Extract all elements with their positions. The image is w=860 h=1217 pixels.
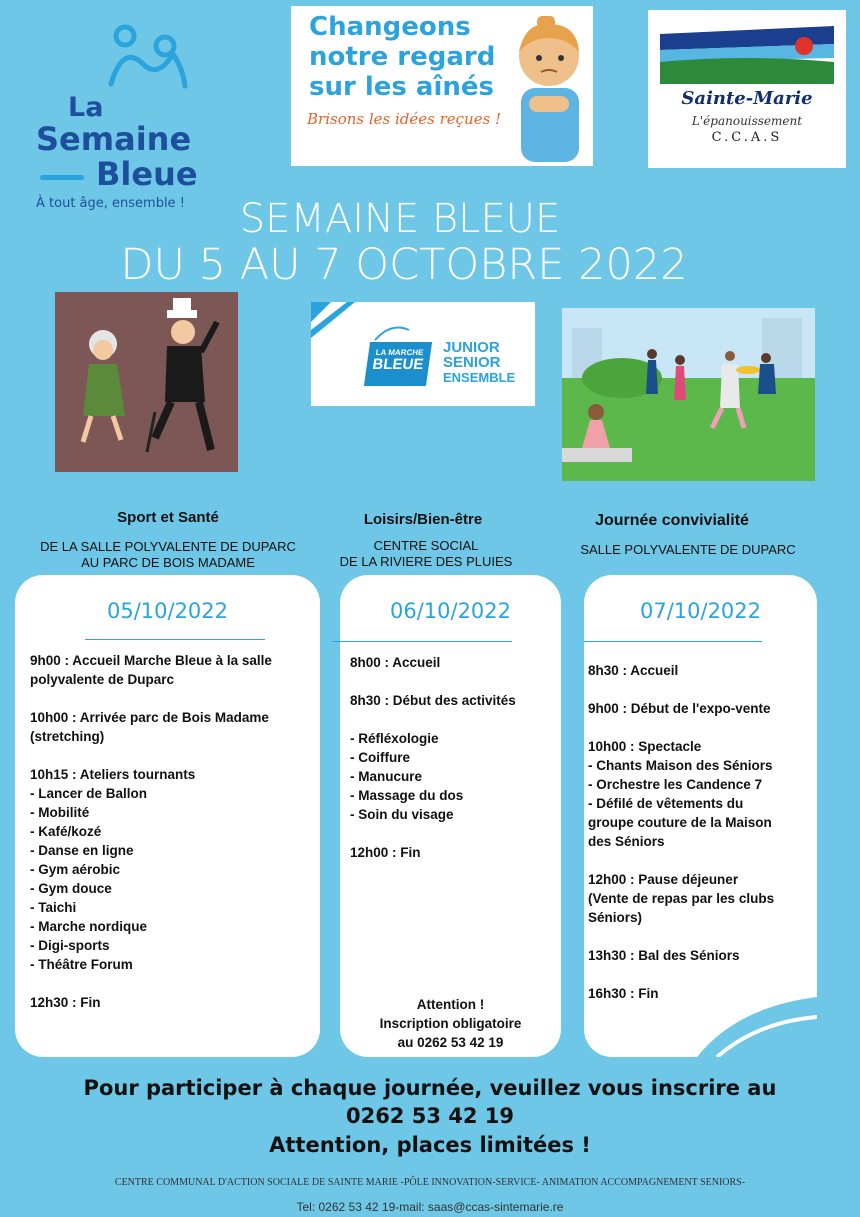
note-line-2: Inscription obligatoire [379, 1016, 522, 1031]
day-card-3-schedule [588, 661, 774, 1003]
registration-note [340, 995, 561, 1052]
column-1-heading: Sport et Santé [117, 509, 219, 526]
banner-line-1: Changeons [309, 12, 471, 42]
schedule-line: - Défilé de vêtements du [588, 796, 744, 811]
schedule-line: - Orchestre les Candence 7 [588, 777, 763, 792]
schedule-line [588, 927, 774, 946]
schedule-line: 9h00 : Début de l'expo-vente [588, 701, 771, 716]
junior-label: JUNIOR [443, 339, 500, 356]
ccas-label: C.C.A.S [711, 130, 783, 145]
note-line-1: Attention ! [416, 997, 485, 1012]
schedule-line [588, 965, 774, 984]
schedule-line [30, 746, 272, 765]
date-underline [85, 639, 265, 640]
date-underline [584, 641, 762, 642]
logo-word-semaine: Semaine [36, 120, 192, 158]
sainte-marie-name: Sainte-Marie [681, 88, 813, 109]
schedule-line: 12h30 : Fin [30, 995, 101, 1010]
logo-word-la: La [68, 92, 104, 123]
column-2-location-line-1: CENTRE SOCIAL [373, 538, 479, 553]
junior-senior-ensemble [443, 340, 515, 385]
column-3-heading: Journée convivialité [595, 512, 749, 529]
schedule-line: - Massage du dos [350, 788, 464, 803]
sainte-marie-subtitle: L'épanouissement [691, 114, 803, 128]
column-2-location-line-2: DE LA RIVIERE DES PLUIES [339, 554, 513, 569]
marche-badge-line-2: BLEUE [371, 356, 425, 373]
dancing-seniors-illustration [55, 292, 238, 472]
schedule-line: - Lancer de Ballon [30, 786, 148, 801]
schedule-line: - Soin du visage [350, 807, 454, 822]
page-title-line-1: SEMAINE BLEUE [239, 196, 561, 242]
park-scene-icon [562, 308, 815, 481]
schedule-line: - Chants Maison des Séniors [588, 758, 773, 773]
schedule-line: - Coiffure [350, 750, 410, 765]
schedule-line: - Gym douce [30, 881, 112, 896]
footer-limited-places: Attention, places limitées ! [269, 1133, 591, 1157]
footer-phone: 0262 53 42 19 [345, 1104, 515, 1128]
footer-organization: CENTRE COMMUNAL D'ACTION SOCIALE DE SAINTE MARIE -PÔLE INNOVATION-SERVICE- ANIMATION ACCOMPAGNEMENT SENIORS- [114, 1177, 746, 1188]
schedule-line: - Manucure [350, 769, 423, 784]
day-card-2 [340, 575, 561, 1057]
marche-bleue-logo [311, 302, 535, 406]
schedule-line: 10h15 : Ateliers tournants [30, 767, 196, 782]
dancers-icon [55, 292, 238, 472]
schedule-line: 8h00 : Accueil [350, 655, 441, 670]
schedule-line [30, 974, 272, 993]
logo-dash [40, 175, 84, 180]
schedule-line: - Théâtre Forum [30, 957, 133, 972]
people-figures-icon [103, 24, 193, 94]
footer-contact: Tel: 0262 53 42 19-mail: saas@ccas-sintemarie.re [296, 1200, 564, 1214]
schedule-line: 12h00 : Pause déjeuner [588, 872, 739, 887]
schedule-line: 16h30 : Fin [588, 986, 659, 1001]
banner-tagline: Brisons les idées reçues ! [307, 110, 502, 128]
changeons-banner [291, 6, 593, 166]
column-1-location-line-1: DE LA SALLE POLYVALENTE DE DUPARC [40, 539, 296, 554]
column-2-location [326, 538, 526, 570]
logo-tagline: À tout âge, ensemble ! [36, 196, 185, 211]
schedule-line: 8h30 : Début des activités [350, 693, 516, 708]
landscape-emblem-icon [658, 24, 836, 86]
banner-line-2: notre regard [309, 42, 496, 72]
column-1-location [18, 539, 318, 571]
logo-word-bleue: Bleue [96, 155, 198, 193]
schedule-line [350, 672, 516, 691]
page-title-line-2: DU 5 AU 7 OCTOBRE 2022 [120, 240, 688, 290]
schedule-line [350, 824, 516, 843]
schedule-line: 8h30 : Accueil [588, 663, 679, 678]
schedule-line [30, 689, 272, 708]
schedule-line: polyvalente de Duparc [30, 672, 175, 687]
schedule-line: - Kafé/kozé [30, 824, 102, 839]
day-card-2-schedule [350, 653, 516, 862]
schedule-line: - Réfléxologie [350, 731, 439, 746]
ensemble-label: ENSEMBLE [443, 370, 516, 385]
day-card-3 [584, 575, 817, 1057]
note-line-3: au 0262 53 42 19 [397, 1035, 504, 1050]
schedule-line: - Danse en ligne [30, 843, 134, 858]
footer-registration-line: Pour participer à chaque journée, veuillez vous inscrire au [83, 1076, 777, 1100]
sainte-marie-logo [648, 10, 846, 168]
column-2-heading: Loisirs/Bien-être [363, 511, 483, 528]
schedule-line: - Taichi [30, 900, 77, 915]
wave-decoration-icon [697, 987, 817, 1057]
date-underline [332, 641, 512, 642]
schedule-line [350, 710, 516, 729]
column-1-location-line-2: AU PARC DE BOIS MADAME [81, 555, 255, 570]
schedule-line [588, 851, 774, 870]
schedule-line: 10h00 : Arrivée parc de Bois Madame [30, 710, 269, 725]
schedule-line: - Marche nordique [30, 919, 148, 934]
girl-illustration-icon [507, 12, 589, 162]
day-card-2-date: 06/10/2022 [389, 599, 512, 623]
schedule-line: - Gym aérobic [30, 862, 121, 877]
semaine-bleue-logo [28, 22, 228, 211]
day-card-1 [15, 575, 320, 1057]
column-3-location-line-1: SALLE POLYVALENTE DE DUPARC [580, 542, 796, 557]
marche-badge-line-1: LA MARCHE [375, 348, 425, 357]
schedule-line: (stretching) [30, 729, 105, 744]
schedule-line: 9h00 : Accueil Marche Bleue à la salle [30, 653, 272, 668]
schedule-line [588, 718, 774, 737]
schedule-line: (Vente de repas par les clubs [588, 891, 775, 906]
schedule-line: - Mobilité [30, 805, 90, 820]
column-3-location [566, 542, 810, 558]
schedule-line: groupe couture de la Maison [588, 815, 772, 830]
park-activities-illustration [562, 308, 815, 481]
marche-bleue-badge [364, 342, 432, 386]
schedule-line: - Digi-sports [30, 938, 110, 953]
senior-label: SENIOR [443, 354, 501, 371]
schedule-line: 10h00 : Spectacle [588, 739, 702, 754]
day-card-1-schedule [30, 651, 272, 1012]
schedule-line: 13h30 : Bal des Séniors [588, 948, 740, 963]
day-card-3-date: 07/10/2022 [639, 599, 762, 623]
day-card-1-date: 05/10/2022 [106, 599, 229, 623]
schedule-line [588, 680, 774, 699]
banner-line-3: sur les aînés [309, 72, 495, 102]
schedule-line: des Séniors [588, 834, 665, 849]
schedule-line: 12h00 : Fin [350, 845, 421, 860]
schedule-line: Séniors) [588, 910, 643, 925]
